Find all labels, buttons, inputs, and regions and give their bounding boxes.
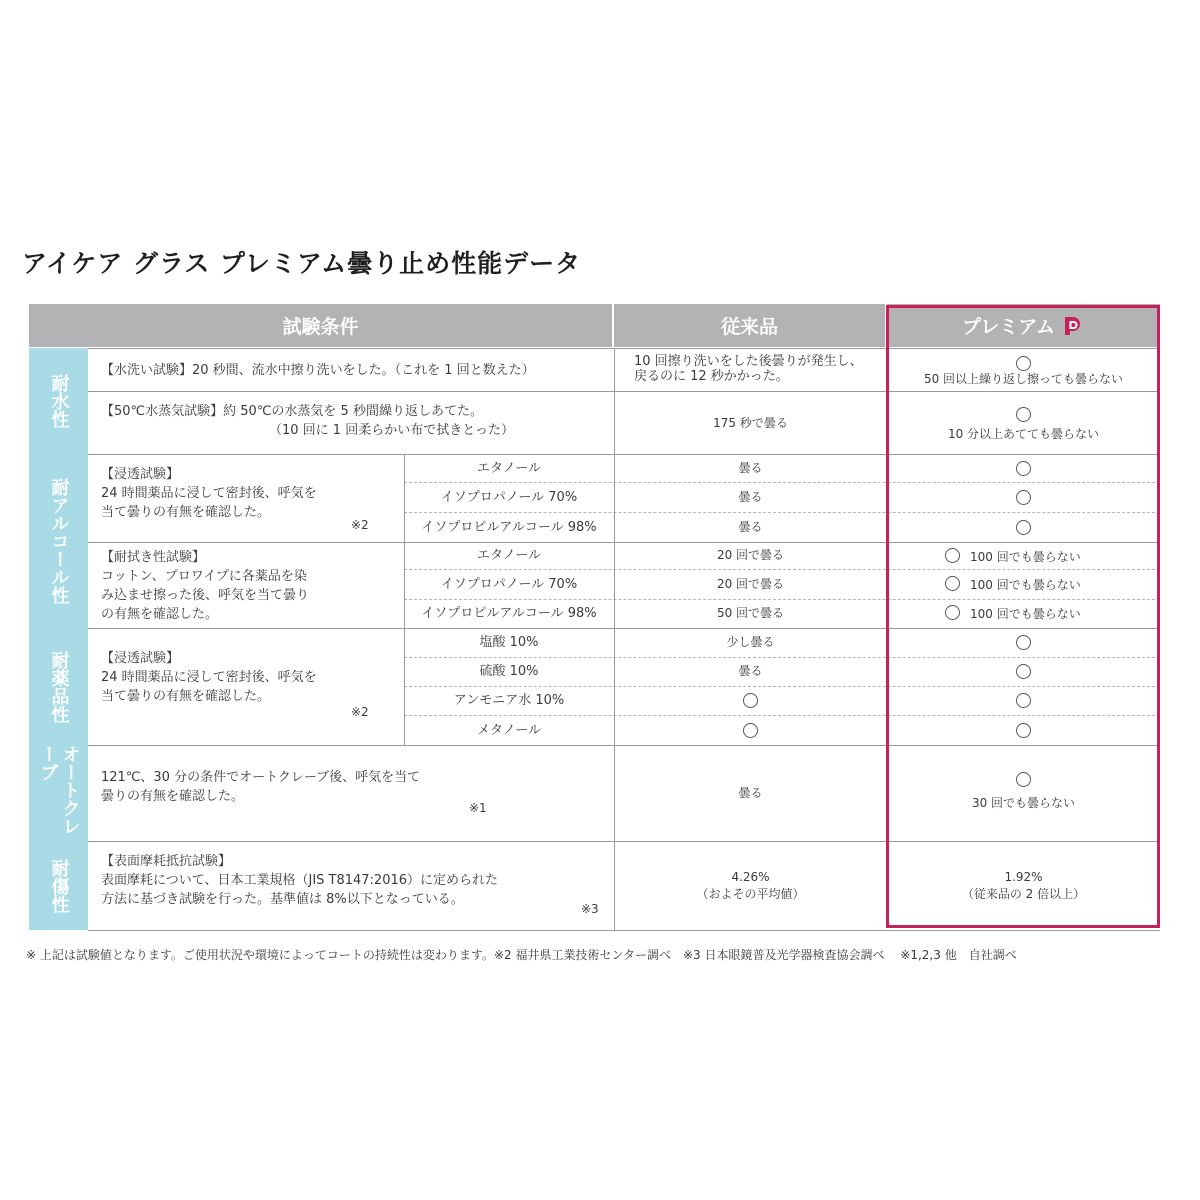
- immersion-agent-1: エタノール: [477, 460, 541, 476]
- wipe-agent-1: エタノール: [477, 548, 541, 563]
- circle-mark-icon: [1016, 693, 1031, 708]
- chemical-agent-2: 硫酸 10%: [479, 664, 539, 679]
- abrasion-conventional: 4.26% （およその平均値）: [696, 869, 805, 901]
- chemical-conv-3: [614, 686, 887, 715]
- chemical-agent-4: メタノール: [477, 722, 541, 738]
- wipe-agent-3: イソプロピルアルコール 98%: [421, 606, 597, 621]
- chemical-agent-3: アンモニア水 10%: [453, 693, 565, 708]
- wipe-description: 【耐拭き性試験】 コットン、プロワイプに各薬品を染 み込ませ擦った後、呼気を当て曇り の有無を確認した。: [101, 550, 310, 622]
- wipe-prem-1: 100 回でも曇らない: [945, 548, 1155, 567]
- circle-mark-icon: [1016, 772, 1031, 787]
- circle-mark-icon: [945, 605, 960, 620]
- wipe-prem-2: 100 回でも曇らない: [945, 576, 1155, 595]
- circle-mark-icon: [1016, 356, 1031, 371]
- steam-conventional: 175 秒で曇る: [713, 415, 788, 430]
- header-premium-label: プレミアム: [962, 316, 1055, 338]
- header-conventional: 従来品: [614, 304, 885, 347]
- chemical-prem-4: [887, 715, 1160, 745]
- category-scratch: 耐傷性: [29, 841, 88, 931]
- immersion-conv-2: 曇る: [738, 489, 763, 504]
- wash-condition: 【水洗い試験】20 秒間、流水中擦り洗いをした。（これを 1 回と数えた）: [101, 363, 535, 378]
- chemical-conv-1: 少し曇る: [726, 635, 775, 649]
- category-alcohol: 耐アルコール性: [29, 454, 88, 629]
- wipe-conv-2: 20 回で曇る: [716, 576, 785, 591]
- wipe-conv-3: 50 回で曇る: [716, 606, 785, 620]
- immersion-ref: ※2: [351, 518, 369, 532]
- circle-mark-icon: [1016, 664, 1031, 679]
- footnote: ※ 上記は試験値となります。ご使用状況や環境によってコートの持続性は変わります。※2 福井県工業技術センター調べ ※3 日本眼鏡普及光学器検査協会調べ ※1,2,3 他 自社調べ: [26, 948, 1017, 962]
- circle-mark-icon: [945, 548, 960, 563]
- immersion-prem-1: [887, 454, 1160, 482]
- abrasion-description: 【表面摩耗抵抗試験】 表面摩耗について、日本工業規格（JIS T8147:2016）に定められた 方法に基づき試験を行った。基準値は 8%以下となっている。: [101, 854, 499, 907]
- category-water: 耐水性: [29, 348, 88, 455]
- immersion-prem-3: [887, 512, 1160, 542]
- circle-mark-icon: [945, 576, 960, 591]
- immersion-conv-3: 曇る: [738, 519, 763, 534]
- wipe-prem-3: 100 回でも曇らない: [945, 605, 1155, 624]
- page-title: アイケア グラス プレミアム曇り止め性能データ: [22, 249, 582, 278]
- autoclave-conventional: 曇る: [738, 785, 763, 800]
- circle-mark-icon: [1016, 461, 1031, 476]
- circle-mark-icon: [1016, 490, 1031, 505]
- performance-table: [29, 304, 1160, 930]
- steam-premium: 10 分以上あてても曇らない: [887, 399, 1160, 449]
- circle-mark-icon: [743, 723, 758, 738]
- chemical-ref: ※2: [351, 705, 369, 719]
- chemical-prem-3: [887, 686, 1160, 715]
- immersion-agent-3: イソプロピルアルコール 98%: [421, 519, 597, 535]
- abrasion-premium: 1.92% （従来品の 2 倍以上）: [961, 869, 1086, 901]
- circle-mark-icon: [1016, 635, 1031, 650]
- autoclave-description: 121℃、30 分の条件でオートクレーブ後、呼気を当て 曇りの有無を確認した。: [101, 770, 421, 804]
- premium-logo-icon: [1061, 314, 1085, 338]
- header-premium: [887, 304, 1160, 347]
- circle-mark-icon: [1016, 407, 1031, 422]
- immersion-conv-1: 曇る: [738, 460, 763, 475]
- category-autoclave: オートクレーブ: [29, 745, 88, 842]
- wash-premium: 50 回以上繰り返し擦っても曇らない: [887, 350, 1160, 392]
- chemical-prem-2: [887, 657, 1160, 686]
- immersion-prem-2: [887, 482, 1160, 512]
- chemical-conv-2: 曇る: [738, 664, 763, 678]
- chemical-description: 【浸透試験】 24 時間薬品に浸して密封後、呼気を 当て曇りの有無を確認した。: [101, 651, 317, 704]
- autoclave-premium: 30 回でも曇らない: [887, 764, 1160, 819]
- header-conditions: 試験条件: [29, 304, 612, 347]
- wipe-conv-1: 20 回で曇る: [716, 548, 785, 562]
- chemical-agent-1: 塩酸 10%: [479, 635, 539, 650]
- chemical-conv-4: [614, 715, 887, 745]
- abrasion-ref: ※3: [581, 902, 599, 916]
- wipe-agent-2: イソプロパノール 70%: [440, 576, 578, 592]
- circle-mark-icon: [743, 693, 758, 708]
- circle-mark-icon: [1016, 723, 1031, 738]
- steam-condition: 【50℃水蒸気試験】約 50℃の水蒸気を 5 秒間繰り返しあてた。 （10 回に 1 回柔らかい布で拭きとった）: [101, 404, 514, 438]
- immersion-description: 【浸透試験】 24 時間薬品に浸して密封後、呼気を 当て曇りの有無を確認した。: [101, 467, 317, 520]
- category-chemical: 耐薬品性: [29, 628, 88, 746]
- immersion-agent-2: イソプロパノール 70%: [440, 489, 578, 505]
- chemical-prem-1: [887, 628, 1160, 657]
- autoclave-ref: ※1: [469, 801, 487, 815]
- circle-mark-icon: [1016, 520, 1031, 535]
- wash-conventional: 10 回擦り洗いをした後曇りが発生し、 戻るのに 12 秒かかった。: [634, 354, 863, 384]
